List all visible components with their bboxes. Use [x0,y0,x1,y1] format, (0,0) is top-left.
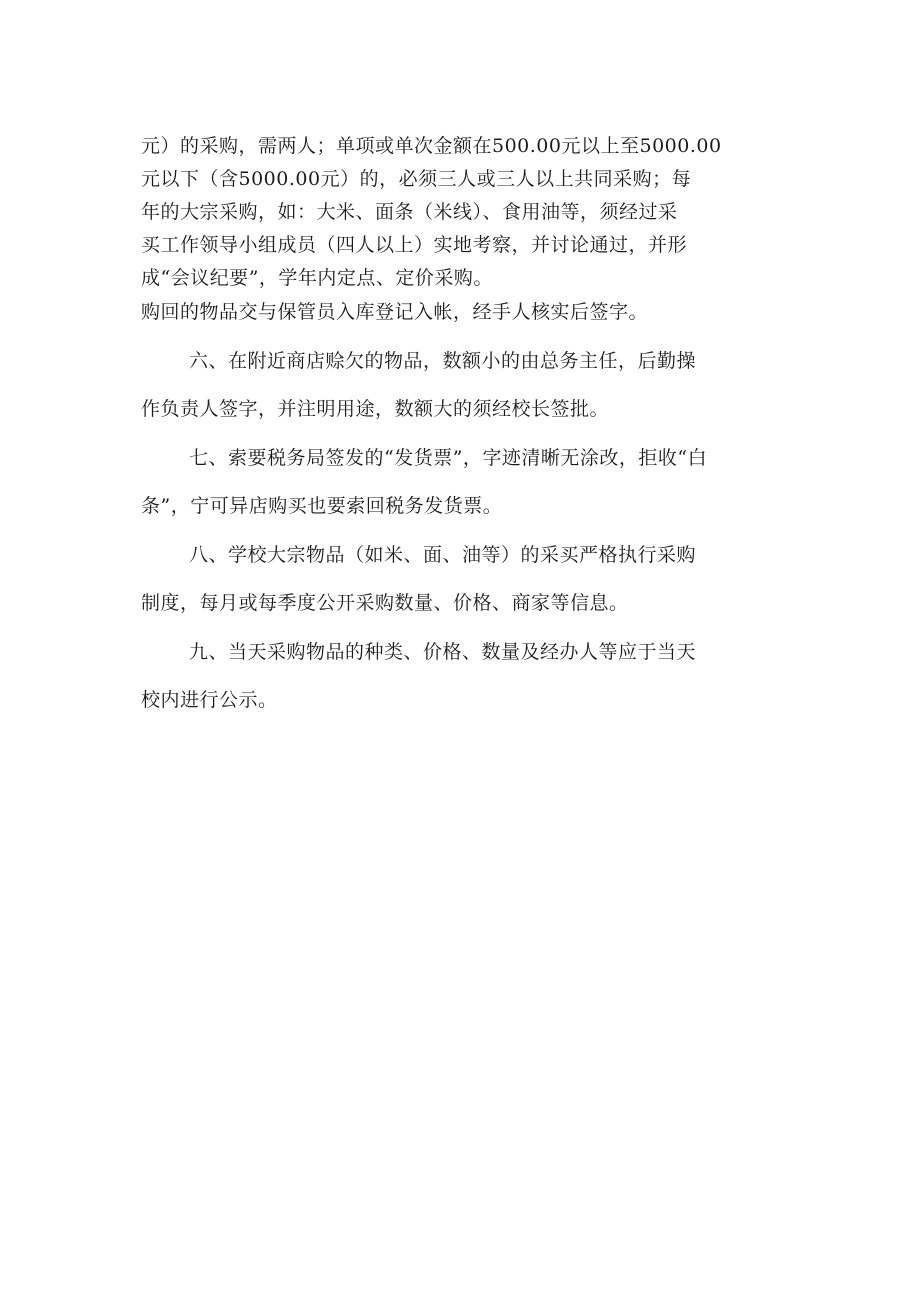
clause-line: 制度，每月或每季度公开采购数量、价格、商家等信息。 [141,592,629,614]
clause-line: 七、索要税务局签发的“发货票”，字迹清晰无涂改，拒收“白 [189,447,708,469]
paragraph-line: 买工作领导小组成员（四人以上）实地考察，并讨论通过，并形 [141,234,688,256]
continued-paragraph [141,130,786,295]
clause-nine [141,628,786,724]
clause-line: 九、当天采购物品的种类、价格、数量及经办人等应于当天 [189,641,697,663]
paragraph-line: 元以下（含5000.00元）的，必须三人或三人以上共同采购；每 [141,168,692,190]
clause-line: 条”，宁可异店购买也要索回税务发货票。 [141,495,503,517]
clause-six [141,337,786,433]
clause-line: 校内进行公示。 [141,689,278,711]
paragraph-line: 成“会议纪要”，学年内定点、定价采购。 [141,267,493,289]
clause-eight [141,531,786,627]
storage-paragraph: 购回的物品交与保管员入库登记入帐，经手人核实后签字。 [141,301,649,323]
clause-line: 八、学校大宗物品（如米、面、油等）的采买严格执行采购 [189,544,697,566]
paragraph-line: 年的大宗采购，如：大米、面条（米线）、食用油等，须经过采 [141,201,678,223]
clause-seven [141,434,786,530]
clause-line: 六、在附近商店赊欠的物品，数额小的由总务主任，后勤操 [189,350,697,372]
clause-line: 作负责人签字，并注明用途，数额大的须经校长签批。 [141,398,610,420]
paragraph-line: 元）的采购，需两人；单项或单次金额在500.00元以上至5000.00 [141,135,722,157]
